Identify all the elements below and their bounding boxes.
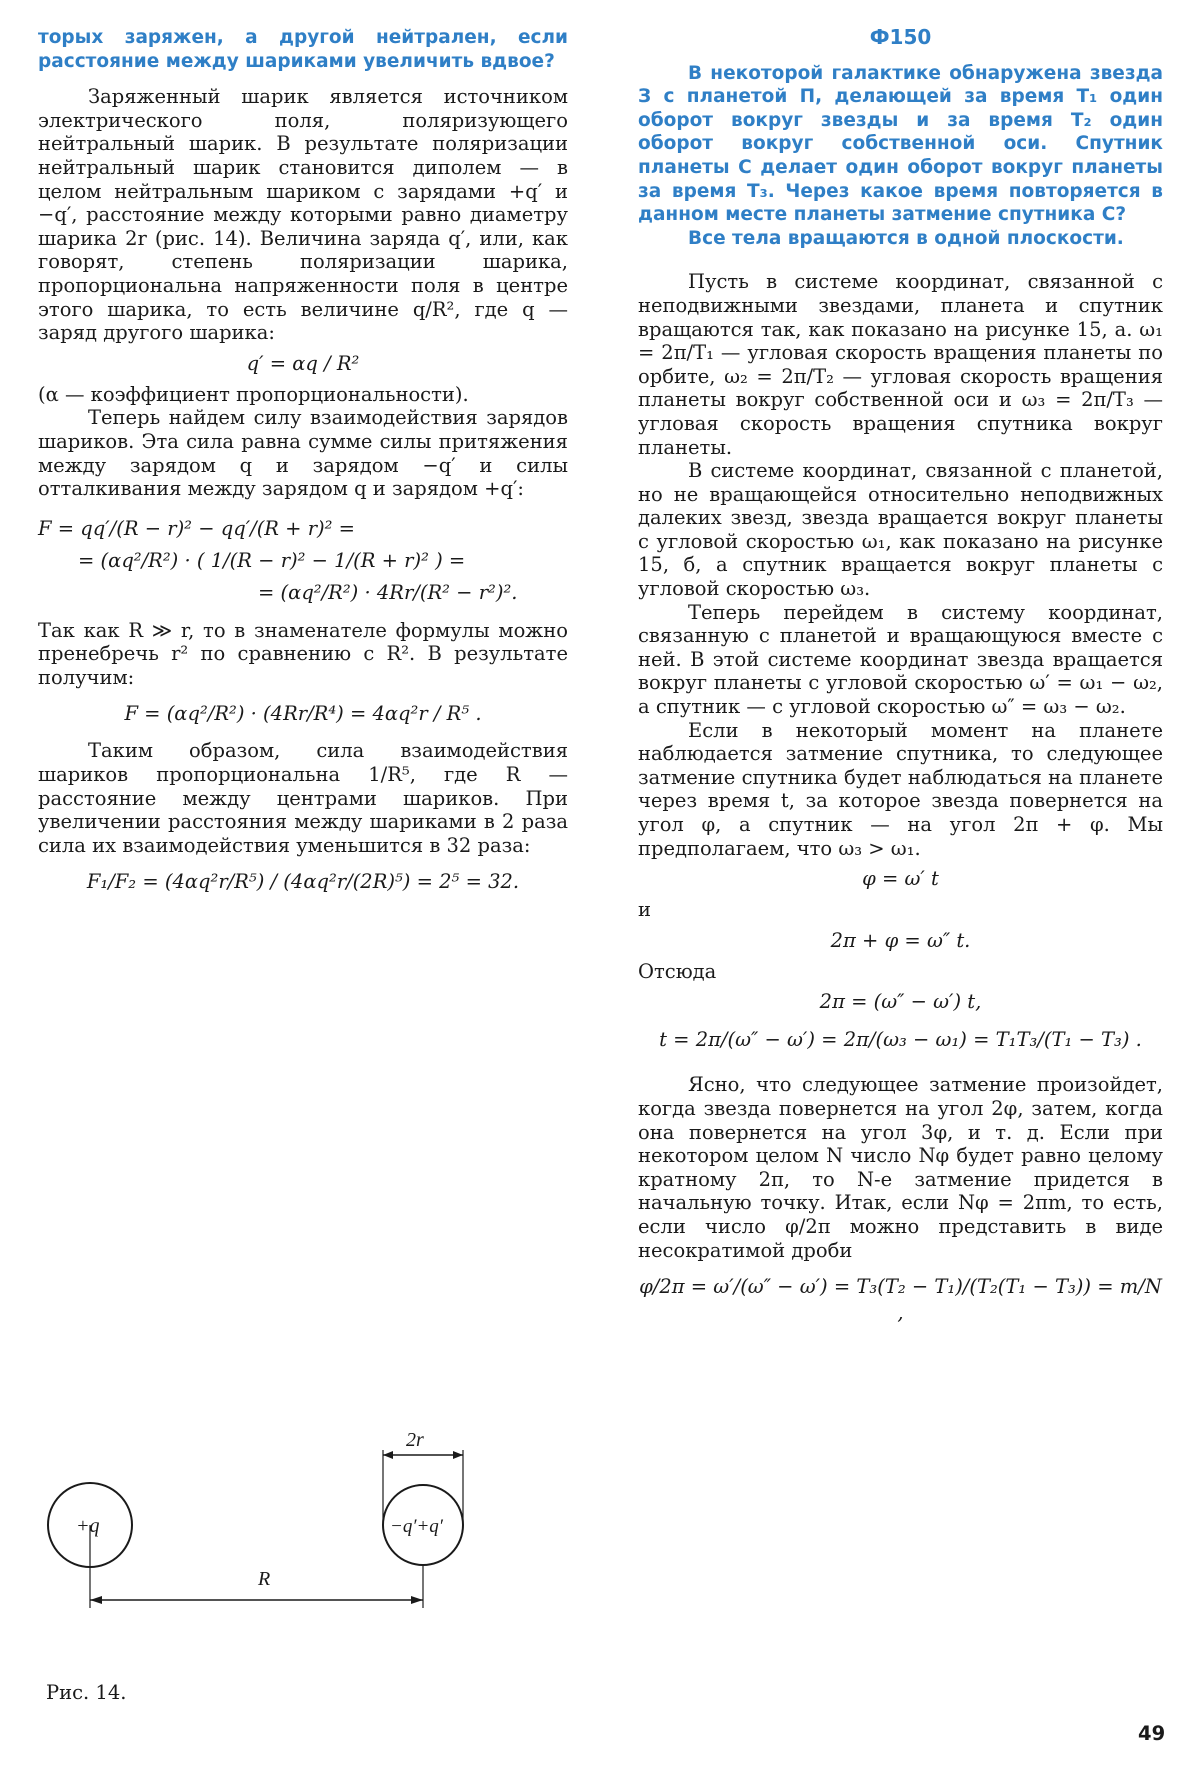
formula: 2π = (ω″ − ω′) t, [819, 990, 982, 1014]
paragraph: Теперь перейдем в систему координат, связанную с планетой и вращающуюся вместе с ней. В этой системе координат звезда вращается вокруг планеты с угловой скоростью ω′ = ω₁ − ω₂, а спутник — с угловой скоростью ω″ = ω₃ − ω₂. [638, 600, 1163, 719]
formula: = (αq²/R²) · 4Rr/(R² − r²)². [258, 580, 518, 604]
formula: q′ = αq / R² [246, 351, 360, 375]
problem-text: В некоторой галактике обнаружена звезда З с планетой П, делающей за время T₁ один оборот вокруг звезды и за время T₂ один оборот вокруг собственной оси. Спутник планеты С делает один оборот вокруг планеты за время T₃. Через какое время повторяется в данном месте планеты затмение спутника С? [638, 62, 1163, 226]
text-hence: Отсюда [638, 959, 717, 983]
label-2r: 2r [406, 1429, 424, 1451]
formula: φ = ω′ t [862, 867, 939, 891]
paragraph: В системе координат, связанной с планетой, но не вращающейся относительно неподвижных далеких звезд, звезда вращается вокруг планеты с угловой скоростью ω₁, как показано на рисунке 15, б, а спутник вращается вокруг планеты с угловой скоростью ω₃. [638, 459, 1163, 601]
right-column [638, 26, 1163, 1332]
paragraph: Ясно, что следующее затмение произойдет, когда звезда повернется на угол 2φ, затем, когда она повернется на угол 3φ, и т. д. Если при некотором целом N число Nφ будет равно целому кратному 2π, то N-е затмение придется в начальную точку. Итак, если Nφ = 2πm, то есть, если число φ/2π можно представить в виде несократимой дроби [638, 1073, 1163, 1262]
left-column [38, 26, 568, 901]
paragraph: Заряженный шарик является источником электрического поля, поляризующего нейтральный шарик. В результате поляризации нейтральный шарик становится диполем — в целом нейтральным шариком с зарядами +q′ и −q′, расстояние между которыми равно диаметру шарика 2r (рис. 14). Величина заряда q′, или, как говорят, степень поляризации шарика, пропорциональна напряженности поля в центре этого шарика, то есть величине q/R², где q — заряд другого шарика: [38, 85, 568, 345]
label-q: +q [76, 1515, 100, 1537]
paragraph: Так как R ≫ r, то в знаменателе формулы можно пренебречь r² по сравнению с R². В результате получим: [38, 618, 568, 689]
formula: F = (αq²/R²) · (4Rr/R⁴) = 4αq²r / R⁵ . [124, 702, 482, 726]
label-R: R [258, 1568, 271, 1590]
paragraph: Пусть в системе координат, связанной с неподвижными звездами, планета и спутник вращаются так, как показано на рисунке 15, а. ω₁ = 2π/T₁ — угловая скорость вращения планеты по орбите, ω₂ = 2π/T₂ — угловая скорость вращения планеты вокруг собственной оси и ω₃ = 2π/T₃ — угловая скорость вращения спутника вокруг планеты. [638, 270, 1163, 459]
formula: φ/2π = ω′/(ω″ − ω′) = T₃(T₂ − T₁)/(T₂(T₁ − T₃)) = m/N , [639, 1275, 1162, 1325]
formula: F₁/F₂ = (4αq²r/R⁵) / (4αq²r/(2R)⁵) = 2⁵ = 32. [86, 870, 520, 894]
paragraph: (α — коэффициент пропорциональности). [38, 382, 469, 406]
paragraph: Теперь найдем силу взаимодействия зарядов шариков. Эта сила равна сумме силы притяжения между зарядом q и зарядом −q′ и силы отталкивания между зарядом q и зарядом +q′: [38, 406, 568, 501]
figure-14 [40, 1420, 490, 1670]
paragraph: Если в некоторый момент на планете наблюдается затмение спутника, то следующее затмение спутника будет наблюдаться на планете через время t, за которое звезда повернется на угол φ, а спутник — на угол 2π + φ. Мы предполагаем, что ω₃ > ω₁. [638, 718, 1163, 860]
page-number: 49 [1138, 1722, 1166, 1745]
text-and: и [638, 898, 651, 922]
formula: t = 2π/(ω″ − ω′) = 2π/(ω₃ − ω₁) = T₁T₃/(T₁ − T₃) . [659, 1028, 1142, 1052]
paragraph: Таким образом, сила взаимодействия шариков пропорциональна 1/R⁵, где R — расстояние между центрами шариков. При увеличении расстояния между шариками в 2 раза сила их взаимодействия уменьшится в 32 раза: [38, 739, 568, 857]
problem-note: Все тела вращаются в одной плоскости. [688, 227, 1124, 249]
label-dipole: −q′+q′ [390, 1516, 443, 1537]
formula: 2π + φ = ω″ t. [830, 928, 971, 952]
formula: = (αq²/R²) · ( 1/(R − r)² − 1/(R + r)² ) = [78, 548, 466, 572]
formula: F = qq′/(R − r)² − qq′/(R + r)² = [38, 516, 356, 540]
figure-caption: Рис. 14. [46, 1681, 127, 1704]
question-tail: торых заряжен, а другой нейтрален, если расстояние между шариками увеличить вдвое? [38, 27, 568, 72]
problem-title: Ф150 [869, 25, 932, 49]
